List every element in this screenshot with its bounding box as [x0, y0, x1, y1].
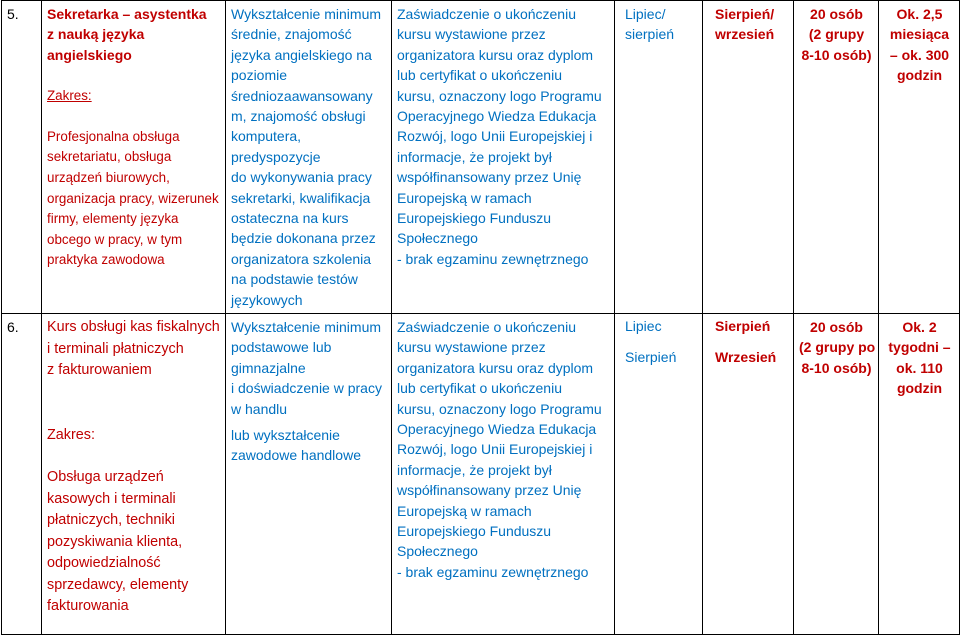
text-line: Lipiec/: [625, 6, 666, 22]
text-line: Ok. 2,5: [896, 6, 943, 22]
text-line: 8-10 osób): [801, 359, 872, 376]
text-line: Sierpień/: [715, 6, 775, 22]
text-line: do wykonywania pracy: [231, 169, 372, 186]
text-line: Sierpień: [715, 318, 771, 334]
course-title-line: z nauką języka: [47, 26, 145, 43]
participants-text: [794, 1, 878, 65]
text-line: godzin: [896, 380, 943, 397]
text-line: organizatora kursu oraz dyplom: [397, 46, 594, 63]
requirements-text: [226, 314, 391, 466]
text-line: Sierpień: [625, 349, 677, 365]
certificate-cell: [392, 314, 615, 635]
text-line: - brak egzaminu zewnętrznego: [397, 250, 589, 267]
participants-cell: [794, 1, 879, 314]
row-number-cell: [2, 1, 42, 314]
training-text: [703, 1, 793, 45]
text-line: godzin: [896, 67, 943, 84]
text-line: gimnazjalne: [231, 359, 306, 376]
text-line: współfinansowany przez Unię: [397, 482, 582, 499]
recruitment-text: [615, 1, 702, 45]
text-line: Rozwój, logo Unii Europejskiej i: [397, 441, 593, 458]
course-table: [1, 0, 960, 635]
scope-line: płatniczych, techniki: [47, 512, 175, 528]
certificate-text: [392, 1, 614, 269]
text-line: lub wykształcenie: [231, 427, 340, 444]
text-line: m, znajomość obsługi: [231, 108, 366, 125]
duration-text: [879, 1, 959, 86]
course-title: [42, 1, 225, 65]
scope-line: urządzeń biurowych,: [47, 170, 170, 185]
duration-cell: [879, 1, 960, 314]
scope-label: Zakres:: [47, 426, 95, 443]
text-line: lub certyfikat o ukończeniu: [397, 380, 562, 397]
scope-line: sprzedawcy, elementy: [47, 576, 189, 593]
text-line: Zaświadczenie o ukończeniu: [397, 6, 576, 22]
text-line: informacje, że projekt był: [397, 148, 552, 165]
course-title: [42, 314, 225, 618]
certificate-text: [392, 314, 614, 582]
text-line: kursu, oznaczony logo Programu: [397, 400, 602, 417]
text-line: (2 grupy: [808, 26, 865, 43]
text-line: podstawowe lub: [231, 339, 332, 356]
training-cell: [703, 1, 794, 314]
text-line: organizatora szkolenia: [231, 250, 372, 267]
text-line: Europejską w ramach: [397, 502, 532, 519]
scope-line: odpowiedzialność: [47, 555, 161, 571]
requirements-text: [226, 1, 391, 310]
text-line: będzie dokonana przez: [231, 230, 376, 247]
text-line: w handlu: [231, 400, 288, 417]
duration-text: [879, 314, 959, 399]
text-line: poziomie: [231, 67, 288, 84]
requirements-cell: [226, 1, 392, 314]
text-line: tygodni –: [888, 339, 951, 356]
text-line: Europejskiego Funduszu: [397, 523, 552, 540]
text-line: (2 grupy po: [799, 339, 876, 356]
text-line: Operacyjnego Wiedza Edukacja: [397, 421, 597, 438]
text-line: ok. 110: [896, 359, 943, 376]
text-line: organizatora kursu oraz dyplom: [397, 359, 594, 376]
course-title-line: i terminali płatniczych: [47, 340, 184, 357]
text-line: wrzesień: [715, 26, 775, 43]
row-number-cell: [2, 314, 42, 635]
scope-line: pozyskiwania klienta,: [47, 533, 183, 550]
text-line: Wykształcenie minimum: [231, 6, 382, 22]
row-number: 5.: [7, 6, 19, 22]
text-line: kursu, oznaczony logo Programu: [397, 87, 602, 104]
text-line: Wykształcenie minimum: [231, 319, 382, 335]
text-line: komputera,: [231, 128, 302, 145]
text-line: informacje, że projekt był: [397, 461, 552, 478]
scope-line: praktyka zawodowa: [47, 252, 165, 268]
table-row: [2, 1, 960, 314]
text-line: Operacyjnego Wiedza Edukacja: [397, 108, 597, 125]
text-line: miesiąca: [889, 26, 950, 43]
text-line: językowych: [231, 291, 303, 308]
course-scope: [42, 65, 225, 271]
text-line: 20 osób: [810, 319, 863, 335]
text-line: ostateczna na kurs: [231, 210, 349, 227]
course-title-line: z fakturowaniem: [47, 362, 152, 378]
text-line: Zaświadczenie o ukończeniu: [397, 319, 576, 335]
scope-line: kasowych i terminali: [47, 490, 176, 507]
course-title-line: angielskiego: [47, 46, 132, 63]
row-number: 6.: [7, 319, 19, 335]
text-line: sierpień: [625, 26, 675, 43]
text-line: Lipiec: [625, 318, 662, 334]
certificate-cell: [392, 1, 615, 314]
course-cell: [42, 314, 226, 635]
participants-text: [794, 314, 878, 378]
scope-line: Obsługa urządzeń: [47, 469, 164, 485]
text-line: 8-10 osób): [801, 46, 872, 63]
training-cell: [703, 314, 794, 635]
text-line: na podstawie testów: [231, 271, 358, 288]
text-line: kursu wystawione przez: [397, 339, 546, 356]
scope-line: Profesjonalna obsługa: [47, 128, 180, 144]
text-line: Europejskiego Funduszu: [397, 210, 552, 227]
text-line: 20 osób: [810, 6, 863, 22]
text-line: Wrzesień: [715, 349, 777, 365]
text-line: sekretarki, kwalifikacja: [231, 189, 371, 206]
text-line: średniozaawansowany: [231, 87, 373, 104]
scope-line: fakturowania: [47, 598, 129, 614]
course-title-line: Kurs obsługi kas fiskalnych: [47, 319, 220, 335]
text-line: – ok. 300: [889, 46, 950, 63]
text-line: współfinansowany przez Unię: [397, 169, 582, 186]
participants-cell: [794, 314, 879, 635]
text-line: - brak egzaminu zewnętrznego: [397, 563, 589, 580]
text-line: Społecznego: [397, 230, 478, 247]
text-line: i doświadczenie w pracy: [231, 380, 382, 397]
text-line: Rozwój, logo Unii Europejskiej i: [397, 128, 593, 145]
text-line: lub certyfikat o ukończeniu: [397, 67, 562, 84]
text-line: predyspozycje: [231, 148, 321, 165]
text-line: średnie, znajomość: [231, 26, 352, 43]
training-text: [703, 314, 793, 367]
text-line: Ok. 2: [902, 319, 937, 335]
text-line: Społecznego: [397, 543, 478, 560]
scope-line: organizacja pracy, wizerunek: [47, 190, 219, 206]
scope-line: firmy, elementy języka: [47, 211, 179, 227]
duration-cell: [879, 314, 960, 635]
text-line: Europejską w ramach: [397, 189, 532, 206]
recruitment-text: [615, 314, 702, 367]
text-line: kursu wystawione przez: [397, 26, 546, 43]
course-title-line: Sekretarka – asystentka: [47, 6, 207, 22]
text-line: zawodowe handlowe: [231, 447, 361, 464]
recruitment-cell: [615, 1, 703, 314]
scope-label: Zakres:: [47, 88, 92, 104]
text-line: języka angielskiego na: [231, 46, 372, 63]
table-row: [2, 314, 960, 635]
scope-line: sekretariatu, obsługa: [47, 149, 172, 165]
course-cell: [42, 1, 226, 314]
scope-line: obcego w pracy, w tym: [47, 231, 183, 247]
recruitment-cell: [615, 314, 703, 635]
requirements-cell: [226, 314, 392, 635]
